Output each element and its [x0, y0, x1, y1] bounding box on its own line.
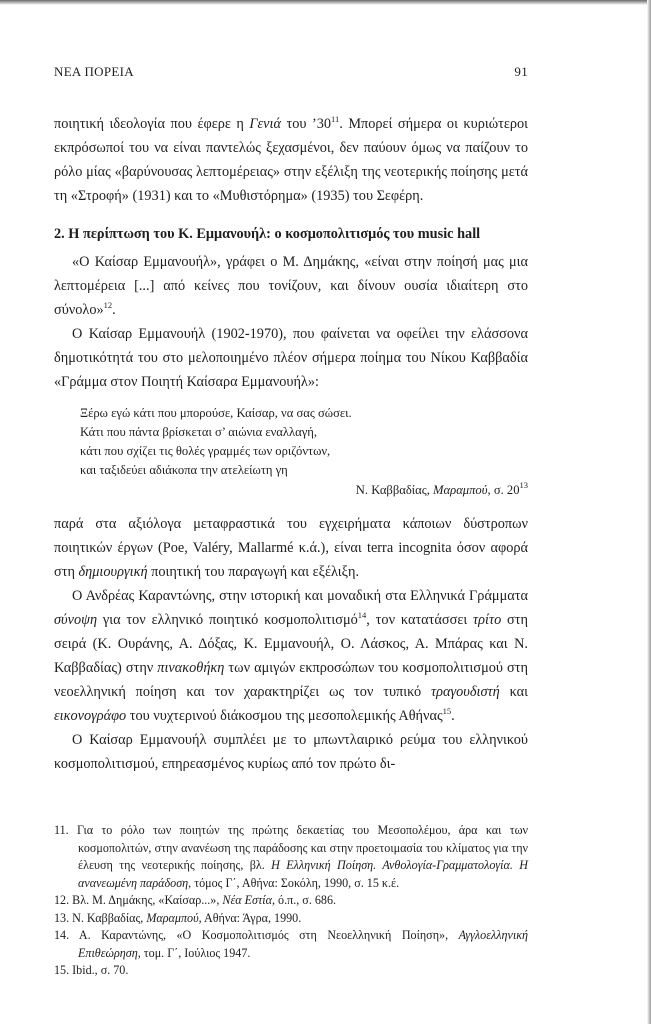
verse-line: Ξέρω εγώ κάτι που μπορούσε, Καίσαρ, να σας σώσει.	[80, 406, 352, 420]
footnote-15: 15. Ibid., σ. 70.	[54, 963, 129, 977]
footnote-ref-13[interactable]: 13	[519, 480, 528, 490]
verse-line: κάτι που σχίζει τις θολές γραμμές των οριζόντων,	[80, 444, 331, 458]
scan-edge-top	[0, 0, 651, 5]
verse-quote	[54, 404, 528, 500]
verse-line: και ταξιδεύει αδιάκοπα την ατελείωτη γη	[80, 463, 288, 477]
scan-edge-right	[647, 0, 651, 1024]
page-number: 91	[514, 64, 528, 79]
paragraph-3: Ο Καίσαρ Εμμανουήλ (1902-1970), που φαίνεται να οφείλει την ελάσσονα δημοτικότητά του στο μελοποιημένο πλέον σήμερα ποίημα του Νίκου Καββαδία «Γράμμα στον Ποιητή Καίσαρα Εμμανουήλ»:	[54, 326, 528, 390]
footnote-12: 12. Βλ. Μ. Δημάκης, «Καίσαρ...», Νέα Εστία, ό.π., σ. 686.	[54, 893, 337, 907]
footnote-ref-14[interactable]: 14	[357, 610, 367, 620]
main-text	[54, 112, 528, 776]
verse-attribution: Ν. Καββαδίας, Μαραμπού, σ. $20^{13}$	[355, 480, 528, 497]
paragraph-6: Ο Καίσαρ Εμμανουήλ συμπλέει με το μπωντλαιρικό ρεύμα του ελληνικού κοσμοπολιτισμού, επηρεασμένος κυρίως από τον πρώτο δι-	[54, 732, 528, 772]
footnote-ref-15[interactable]: 15	[442, 706, 452, 716]
footnote-ref-12[interactable]: 12	[103, 300, 113, 310]
footnote-11: 11. Για το ρόλο των ποιητών της πρώτης δεκαετίας του Μεσοπολέμου, άρα και των κοσμοπολιτών, στην ανανέωση της παράδοσης και στην προετοιμασία του κλίματος για την έλευση της νεοτερικής ποίησης, βλ. Η Ελληνική Ποίηση. Ανθολογία-Γραμματολογία. Η ανανεωμένη παράδοση, τόμος Γ΄, Αθήνα: Σοκόλη, 1990, σ. 15 κ.έ.	[54, 823, 528, 890]
footnotes	[54, 822, 528, 980]
section-heading: 2. Η περίπτωση του Κ. Εμμανουήλ: ο κοσμοπολιτισμός του music hall	[54, 226, 481, 242]
footnote-ref-11[interactable]: 11	[331, 114, 340, 124]
paragraph-4: παρά στα αξιόλογα μεταφραστικά του εγχειρήματα κάποιων δύστροπων ποιητικών έργων (Poe, Valéry, Mallarmé κ.ά.), είναι terra incognita όσον αφορά στη δημιουργική ποιητική του παραγωγή και εξέλιξη.	[54, 516, 528, 580]
footnote-14: 14. Α. Καραντώνης, «Ο Κοσμοπολιτισμός στη Νεοελληνική Ποίηση», Αγγλοελληνική Επιθεώρηση, τομ. Γ΄, Ιούλιος 1947.	[54, 928, 528, 960]
footnote-13: 13. Ν. Καββαδίας, Μαραμπού, Αθήνα: Άγρα, 1990.	[54, 910, 302, 925]
paragraph-2: «Ο Καίσαρ Εμμανουήλ», γράφει ο Μ. Δημάκης, «είναι στην ποίησή μας μια λεπτομέρεια [...] από κείνες που τονίζουν, και δίνουν ουσία ιδιαίτερη στο σύνολο»$^{12}$.	[54, 254, 528, 318]
paragraph-1: ποιητική ιδεολογία που έφερε η Γενιά του $’30^{11}$. Μπορεί σήμερα οι κυριώτεροι εκπρόσωποί του να είναι παντελώς ξεχασμένοι, δεν παύουν όμως να παίζουν το ρόλο μίας «βαρύνουσας λεπτομέρειας» στην εξέλιξη της νεοτερικής ποίησης μετά τη «Στροφή» (1931) και το «Μυθιστόρημα» (1935) του Σεφέρη.	[54, 114, 528, 204]
running-title: ΝΕΑ ΠΟΡΕΙΑ	[54, 64, 134, 79]
verse-line: Κάτι που πάντα βρίσκεται σ’ αιώνια εναλλαγή,	[80, 425, 318, 439]
paragraph-5: Ο Ανδρέας Καραντώνης, στην ιστορική και μοναδική στα Ελληνικά Γράμματα σύνοψη για τον ελληνικό ποιητικό κοσμοπολιτισμό$^{14}$, τον κατατάσσει τρίτο στη σειρά (Κ. Ουράνης, Α. Δόξας, Κ. Εμμανουήλ, Ο. Λάσκος, Α. Μπάρας και Ν. Καββαδίας) στην πινακοθήκη των αμιγών εκπροσώπων του κοσμοπολιτισμού στη νεοελληνική ποίηση και τον χαρακτηρίζει ως τον τυπικό τραγουδιστή και εικονογράφο του νυχτερινού διάκοσμου της μεσοπολεμικής Αθήνας$^{15}$.	[54, 588, 528, 724]
